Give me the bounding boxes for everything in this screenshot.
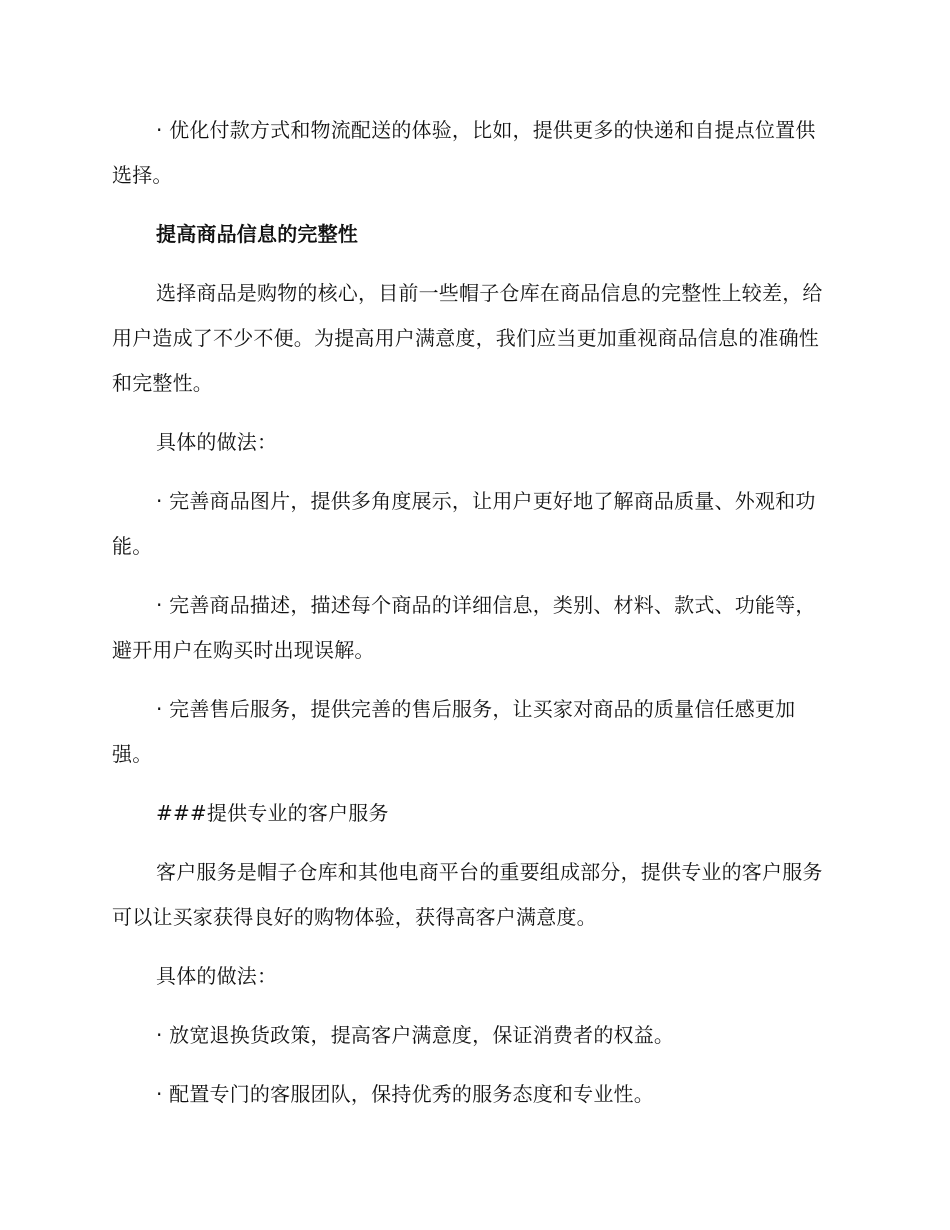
document-page — [112, 108, 832, 1131]
body-paragraph-product-info: 选择商品是购物的核心，目前一些帽子仓库在商品信息的完整性上较差，给用户造成了不少不便。为提高用户满意度，我们应当更加重视商品信息的准确性和完整性。 — [112, 281, 823, 395]
bullet-paragraph-payment-logistics: · 优化付款方式和物流配送的体验，比如，提供更多的快递和自提点位置供选择。 — [112, 118, 816, 187]
bullet-paragraph-after-sales: · 完善售后服务，提供完善的售后服务，让买家对商品的质量信任感更加强。 — [112, 697, 796, 766]
bullet-paragraph-product-description: · 完善商品描述，描述每个商品的详细信息，类别、材料、款式、功能等，避开用户在购买时出现误解。 — [112, 593, 816, 662]
bullet-paragraph-return-policy: · 放宽退换货政策，提高客户满意度，保证消费者的权益。 — [156, 1023, 675, 1047]
bullet-paragraph-product-images: · 完善商品图片，提供多角度展示，让用户更好地了解商品质量、外观和功能。 — [112, 489, 816, 558]
section-heading-product-info: 提高商品信息的完整性 — [156, 222, 358, 246]
body-paragraph-customer-service: 客户服务是帽子仓库和其他电商平台的重要组成部分，提供专业的客户服务可以让买家获得良好的购物体验，获得高客户满意度。 — [112, 860, 823, 929]
methods-label: 具体的做法： — [156, 964, 278, 988]
methods-label: 具体的做法： — [156, 430, 278, 454]
section-heading-customer-service: ###提供专业的客户服务 — [156, 801, 389, 825]
bullet-paragraph-service-team: · 配置专门的客服团队，保持优秀的服务态度和专业性。 — [156, 1082, 654, 1106]
